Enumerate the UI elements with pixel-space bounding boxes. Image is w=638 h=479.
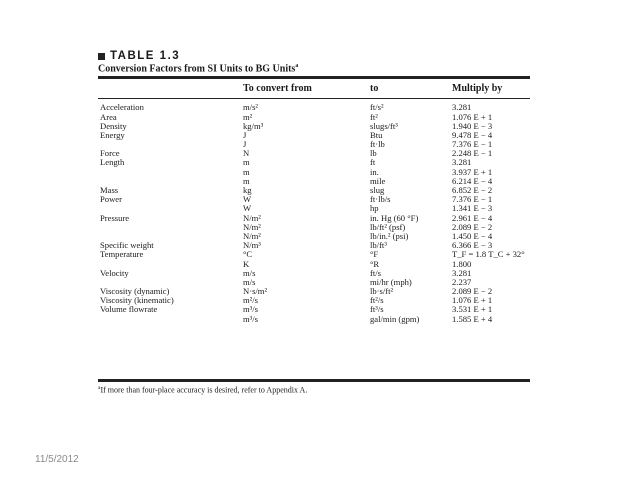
table-title-text: Conversion Factors from SI Units to BG Units: [98, 63, 296, 75]
cell-multiply: 1.076 E + 1: [452, 111, 493, 122]
cell-from: m/s: [243, 276, 256, 287]
cell-multiply: 2.961 E − 4: [452, 212, 493, 223]
table-label-text: TABLE 1.3: [110, 50, 181, 62]
cell-to: mile: [370, 175, 386, 186]
cell-to: ft/s: [370, 267, 381, 278]
cell-multiply: 1.076 E + 1: [452, 295, 493, 306]
cell-multiply: 9.478 E − 4: [452, 129, 493, 140]
cell-multiply: 2.089 E − 2: [452, 221, 493, 232]
cell-to: in. Hg (60 °F): [370, 212, 419, 223]
cell-to: ft/s²: [370, 102, 384, 113]
table-body: [98, 103, 530, 379]
square-bullet-icon: [98, 53, 105, 60]
cell-multiply: 3.937 E + 1: [452, 166, 493, 177]
cell-from: K: [243, 258, 250, 269]
cell-from: m: [243, 175, 250, 186]
cell-quantity: Length: [100, 157, 125, 168]
header-multiply: Multiply by: [452, 83, 503, 95]
table-footnote: [98, 385, 530, 395]
cell-multiply: 6.852 E − 2: [452, 185, 493, 196]
cell-from: N·s/m²: [243, 286, 268, 297]
table-title: [98, 63, 530, 74]
cell-from: m³/s: [243, 313, 258, 324]
footnote-text: If more than four-place accuracy is desired, refer to Appendix A.: [100, 385, 308, 395]
cell-quantity: Viscosity (kinematic): [100, 295, 174, 306]
table-row: [98, 315, 530, 324]
cell-from: kg/m³: [243, 120, 264, 131]
cell-quantity: Area: [100, 111, 117, 122]
cell-quantity: Velocity: [100, 267, 129, 278]
cell-quantity: Specific weight: [100, 240, 154, 251]
cell-multiply: 3.281: [452, 157, 472, 168]
cell-multiply: 3.281: [452, 102, 472, 113]
cell-quantity: Pressure: [100, 212, 130, 223]
cell-multiply: 3.531 E + 1: [452, 304, 493, 315]
cell-from: N/m²: [243, 230, 261, 241]
cell-from: J: [243, 139, 247, 150]
cell-from: W: [243, 203, 252, 214]
cell-quantity: Energy: [100, 129, 125, 140]
cell-from: m: [243, 166, 250, 177]
table-header-row: [98, 79, 530, 98]
cell-multiply: 2.237: [452, 276, 472, 287]
cell-from: m/s²: [243, 102, 258, 113]
cell-multiply: 1.940 E − 3: [452, 120, 493, 131]
cell-from: N/m²: [243, 221, 261, 232]
cell-quantity: Mass: [100, 185, 119, 196]
cell-to: slugs/ft³: [370, 120, 398, 131]
cell-multiply: 6.214 E − 4: [452, 175, 493, 186]
cell-multiply: 1.341 E − 3: [452, 203, 493, 214]
cell-to: ft·lb: [370, 139, 385, 150]
cell-from: °C: [243, 249, 253, 260]
cell-to: lb/ft² (psf): [370, 221, 406, 232]
cell-quantity: Density: [100, 120, 127, 131]
bottom-rule: [98, 379, 530, 382]
cell-to: lb·s/ft²: [370, 286, 394, 297]
cell-from: m³/s: [243, 304, 258, 315]
cell-to: Btu: [370, 129, 383, 140]
cell-to: °F: [370, 249, 379, 260]
cell-to: ft²: [370, 111, 378, 122]
cell-to: in.: [370, 166, 379, 177]
cell-from: N/m³: [243, 240, 261, 251]
cell-from: m: [243, 157, 250, 168]
cell-multiply: 1.800: [452, 258, 472, 269]
cell-to: slug: [370, 185, 385, 196]
cell-to: gal/min (gpm): [370, 313, 420, 324]
footnote-mark: a: [98, 385, 101, 392]
cell-multiply: 2.248 E − 1: [452, 148, 493, 159]
cell-to: ft·lb/s: [370, 194, 391, 205]
cell-from: m²/s: [243, 295, 258, 306]
header-to: to: [370, 83, 379, 95]
cell-to: ft: [370, 157, 376, 168]
cell-to: lb: [370, 148, 377, 159]
cell-quantity: Temperature: [100, 249, 144, 260]
table-title-footnote-mark: a: [295, 63, 299, 69]
cell-to: ft²/s: [370, 295, 384, 306]
cell-from: N: [243, 148, 250, 159]
cell-to: ft³/s: [370, 304, 384, 315]
header-rule: [98, 98, 530, 99]
cell-multiply: 7.376 E − 1: [452, 194, 493, 205]
header-from: To convert from: [243, 83, 312, 95]
cell-from: W: [243, 194, 252, 205]
cell-multiply: 6.366 E − 3: [452, 240, 493, 251]
cell-to: lb/in.² (psi): [370, 230, 409, 241]
conversion-table: [98, 50, 530, 395]
cell-multiply: 7.376 E − 1: [452, 139, 493, 150]
cell-from: J: [243, 129, 247, 140]
cell-quantity: Power: [100, 194, 122, 205]
cell-quantity: Viscosity (dynamic): [100, 286, 170, 297]
cell-multiply: 1.585 E + 4: [452, 313, 493, 324]
cell-multiply: 2.089 E − 2: [452, 286, 493, 297]
cell-to: mi/hr (mph): [370, 276, 412, 287]
cell-to: lb/ft³: [370, 240, 387, 251]
cell-to: °R: [370, 258, 380, 269]
cell-quantity: Acceleration: [100, 102, 144, 113]
cell-from: m/s: [243, 267, 256, 278]
cell-multiply: 1.450 E − 4: [452, 230, 493, 241]
slide-date: 11/5/2012: [35, 454, 79, 465]
cell-quantity: Volume flowrate: [100, 304, 158, 315]
cell-quantity: Force: [100, 148, 120, 159]
cell-multiply: T_F = 1.8 T_C + 32°: [452, 249, 525, 260]
cell-from: m²: [243, 111, 253, 122]
cell-from: kg: [243, 185, 252, 196]
cell-to: hp: [370, 203, 379, 214]
cell-multiply: 3.281: [452, 267, 472, 278]
table-label: [98, 50, 530, 62]
cell-from: N/m²: [243, 212, 261, 223]
